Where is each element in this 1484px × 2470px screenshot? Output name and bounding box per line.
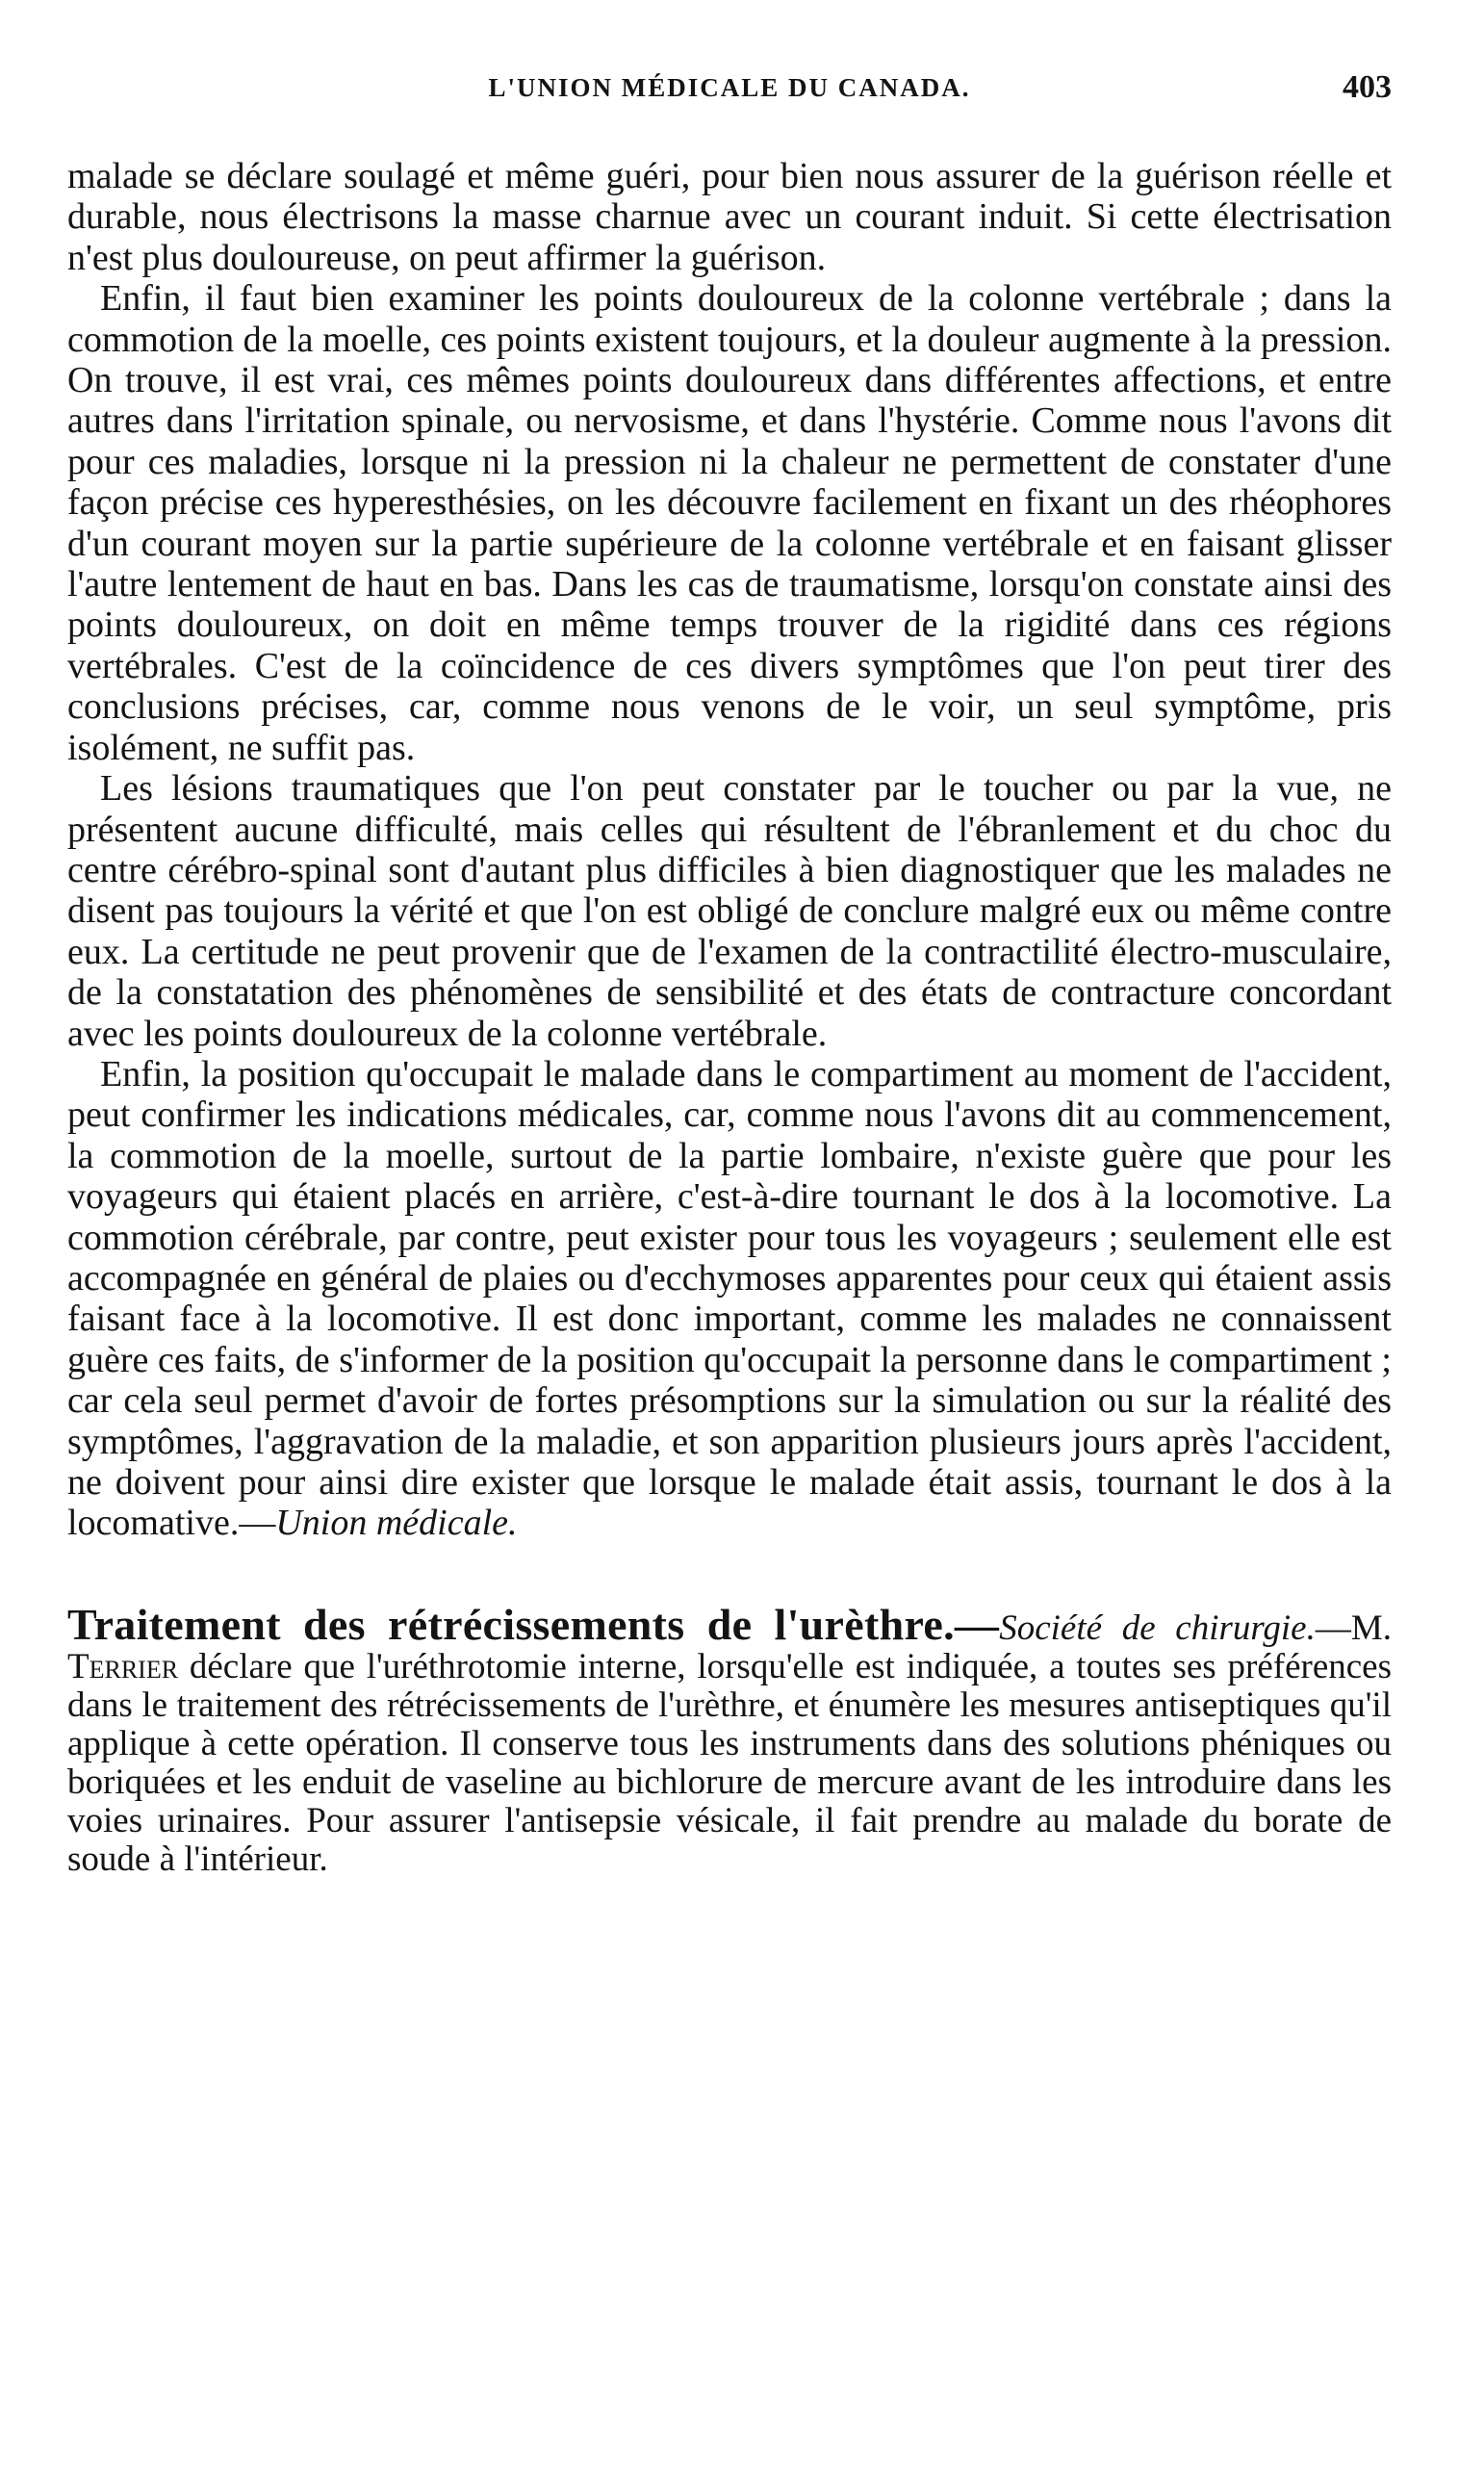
paragraph-continuation: malade se déclare soulagé et même guéri, pour bien nous assurer de la guérison réelle et durable, nous électrisons la masse charnue avec un courant induit. Si cette électrisation n'est plus douloureuse, on peut affirmer la guérison.	[67, 156, 1392, 278]
paragraph-traumatic-lesions: Les lésions traumatiques que l'on peut constater par le toucher ou par la vue, ne présentent aucune difficulté, mais celles qui résultent de l'ébranlement et du choc du centre cérébro-spinal sont d'autant plus difficiles à bien diagnostiquer que les malades ne disent pas toujours la vérité et que l'on est obligé de conclure malgré eux ou même contre eux. La certitude ne peut provenir que de l'examen de la contractilité électro-musculaire, de la constatation des phénomènes de sensibilité et des états de contracture concordant avec les points douloureux de la colonne vertébrale.	[67, 768, 1392, 1054]
society-name: Société de chirurgie.	[999, 1608, 1316, 1648]
urethra-article	[67, 1599, 1393, 1879]
running-header	[67, 69, 1392, 131]
article-text: déclare que l'uréthrotomie interne, lorsqu'elle est indiquée, a toutes ses préférences dans le traitement des rétrécissements de l'urèthre, et énumère les mesures antiseptiques qu'il applique à cette opération. Il conserve tous les instruments dans des solutions phéniques ou boriquées et les enduit de vaseline au bichlorure de mercure avant de les introduire dans les voies urinaires. Pour assurer l'antisepsie vésicale, il fait prendre au malade du borate de soude à l'intérieur.	[67, 1646, 1392, 1879]
source-citation: Union médicale.	[275, 1503, 518, 1544]
article-body	[67, 156, 1392, 1544]
paragraph-compartment-position	[67, 1054, 1392, 1544]
running-title: L'UNION MÉDICALE DU CANADA.	[488, 73, 971, 102]
author-lead: —M.	[1315, 1608, 1393, 1648]
author-name: Terrier	[67, 1646, 179, 1686]
section-heading: Traitement des rétrécissements de l'urèthre.—	[67, 1599, 1000, 1649]
paragraph-vertebral-points: Enfin, il faut bien examiner les points douloureux de la colonne vertébrale ; dans la commotion de la moelle, ces points existent toujours, et la douleur augmente à la pression. On trouve, il est vrai, ces mêmes points douloureux dans différentes affections, et entre autres dans l'irritation spinale, ou nervosisme, et dans l'hystérie. Comme nous l'avons dit pour ces maladies, lorsque ni la pression ni la chaleur ne permettent de constater d'une façon précise ces hyperesthésies, on les découvre facilement en fixant un des rhéophores d'un courant moyen sur la partie supérieure de la colonne vertébrale et en faisant glisser l'autre lentement de haut en bas. Dans les cas de traumatisme, lorsqu'on constate ainsi des points douloureux, on doit en même temps trouver de la rigidité dans ces régions vertébrales. C'est de la coïncidence de ces divers symptômes que l'on peut tirer des conclusions précises, car, comme nous venons de le voir, un seul symptôme, pris isolément, ne suffit pas.	[67, 278, 1392, 768]
paragraph-text: Enfin, la position qu'occupait le malade dans le compartiment au moment de l'accident, peut confirmer les indications médicales, car, comme nous l'avons dit au commencement, la commotion de la moelle, surtout de la partie lombaire, n'existe guère que pour les voyageurs qui étaient placés en arrière, c'est-à-dire tournant le dos à la locomotive. La commotion cérébrale, par contre, peut exister pour tous les voyageurs ; seulement elle est accompagnée en général de plaies ou d'ecchymoses apparentes pour ceux qui étaient assis faisant face à la locomotive. Il est donc important, comme les malades ne connaissent guère ces faits, de s'informer de la position qu'occupait la personne dans le compartiment ; car cela seul permet d'avoir de fortes présomptions sur la simulation ou sur la réalité des symptômes, l'aggravation de la maladie, et son apparition plusieurs jours après l'accident, ne doivent pour ainsi dire exister que lorsque le malade était assis, tournant le dos à la locomative.—	[67, 1053, 1392, 1544]
page-number: 403	[1343, 69, 1392, 105]
urethra-paragraph	[67, 1599, 1393, 1879]
